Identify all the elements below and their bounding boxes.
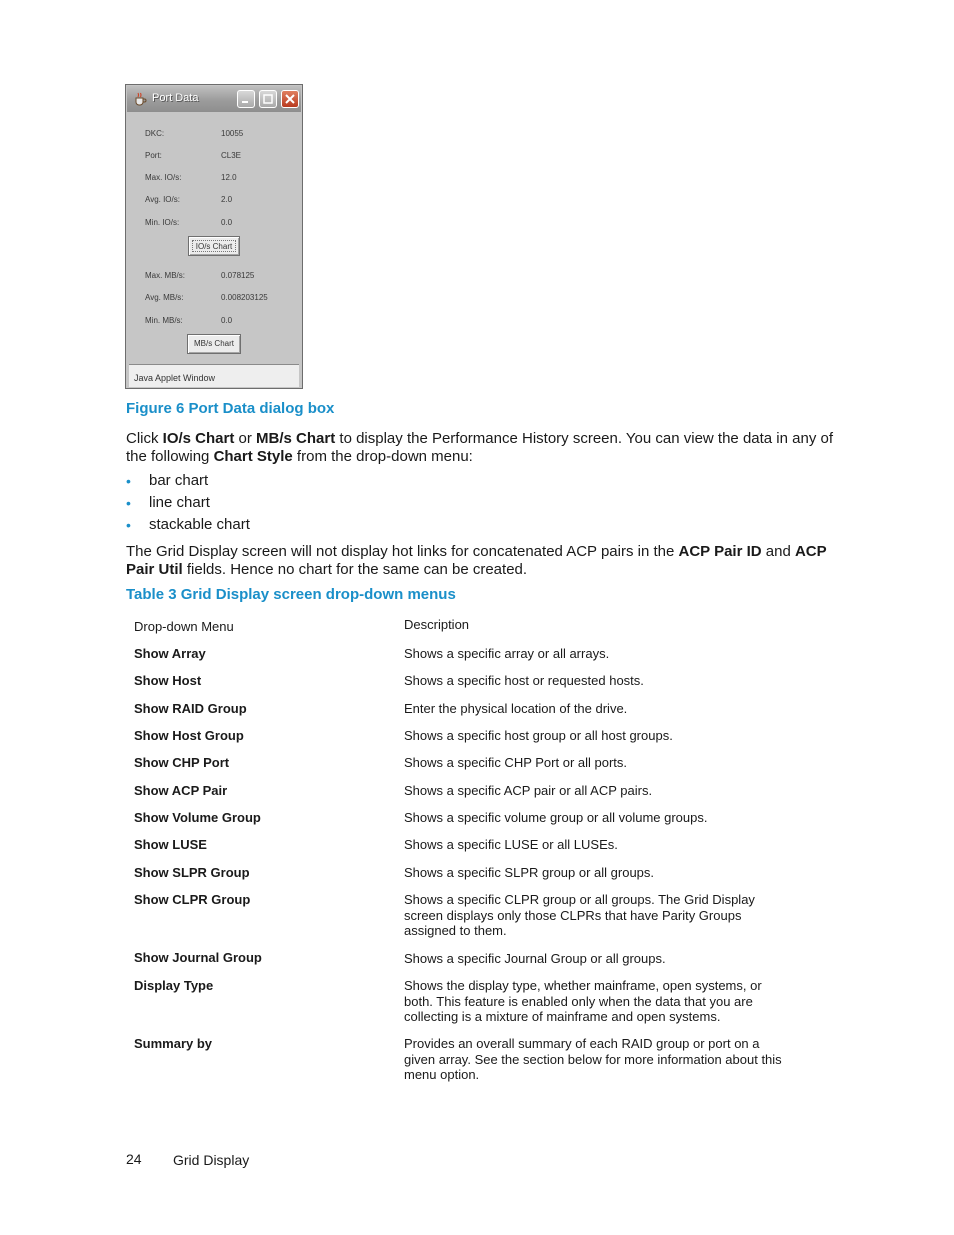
- maximize-button[interactable]: [259, 90, 277, 108]
- table-desc-cell: Enter the physical location of the drive.: [404, 701, 628, 716]
- column-header: Drop-down Menu: [134, 619, 234, 634]
- field-value: 0.078125: [221, 271, 255, 280]
- field-label: Avg. MB/s:: [145, 293, 184, 302]
- note-bold: ACP Pair Util: [126, 543, 827, 578]
- table-menu-cell: Show CHP Port: [134, 755, 230, 770]
- mb-chart-button[interactable]: MB/s Chart: [187, 334, 241, 354]
- title-bar: [127, 86, 301, 112]
- table-desc-cell: Shows a specific host or requested hosts.: [404, 673, 644, 688]
- field-label: Min. IO/s:: [145, 218, 180, 227]
- intro-text: from the drop-down menu:: [292, 448, 473, 465]
- table-menu-cell: Show Journal Group: [134, 950, 262, 965]
- bullet-icon: •: [126, 517, 131, 533]
- field-value: CL3E: [221, 151, 242, 160]
- table-desc-cell: Shows a specific array or all arrays.: [404, 646, 610, 661]
- intro-paragraph: [126, 430, 836, 466]
- note-paragraph: [126, 543, 836, 579]
- table-menu-cell: Show Host: [134, 673, 202, 688]
- table-menu-cell: Show Volume Group: [134, 810, 261, 825]
- field-value: 0.008203125: [221, 293, 268, 302]
- note-text: The Grid Display screen will not display hot links for concatenated ACP pairs in the: [126, 543, 679, 560]
- applet-status-bar: Java Applet Window: [129, 364, 299, 387]
- chart-style-list: [126, 472, 250, 538]
- table-menu-cell: Display Type: [134, 978, 214, 993]
- list-item-text: stackable chart: [149, 516, 250, 533]
- io-chart-button[interactable]: [188, 236, 240, 256]
- list-item: [126, 494, 250, 516]
- table-menu-cell: Summary by: [134, 1036, 213, 1051]
- field-label: DKC:: [145, 129, 165, 138]
- field-label: Max. IO/s:: [145, 173, 182, 182]
- minimize-button[interactable]: [237, 90, 255, 108]
- field-value: 2.0: [221, 195, 233, 204]
- table-desc-cell: Provides an overall summary of each RAID group or port on a given array. See the section below for more information about this menu option.: [404, 1036, 782, 1082]
- table-menu-cell: Show LUSE: [134, 837, 207, 852]
- field-value: 0.0: [221, 218, 233, 227]
- page-number: 24: [126, 1151, 142, 1167]
- field-label: Max. MB/s:: [145, 271, 186, 280]
- field-value: 12.0: [221, 173, 237, 182]
- close-button[interactable]: [281, 90, 299, 108]
- note-text: fields. Hence no chart for the same can be created.: [182, 561, 528, 578]
- list-item: [126, 472, 250, 494]
- java-cup-icon: [133, 92, 147, 106]
- window-title: Port Data: [152, 92, 199, 104]
- table-desc-cell: Shows a specific volume group or all volume groups.: [404, 810, 708, 825]
- table-desc-cell: Shows a specific Journal Group or all groups.: [404, 951, 666, 966]
- list-item: [126, 516, 250, 538]
- footer-section-title: Grid Display: [173, 1152, 250, 1168]
- field-value: 0.0: [221, 316, 233, 325]
- table-menu-cell: Show Array: [134, 646, 206, 661]
- field-label: Port:: [145, 151, 162, 160]
- column-header: Description: [404, 617, 470, 632]
- intro-text: or: [234, 430, 257, 447]
- table-caption: Table 3 Grid Display screen drop-down menus: [126, 586, 456, 603]
- intro-text: to display the Performance History screen. You can view the data in any of the following: [126, 430, 834, 465]
- table-desc-cell: Shows a specific CHP Port or all ports.: [404, 755, 628, 770]
- field-value: 10055: [221, 129, 244, 138]
- table-menu-cell: Show SLPR Group: [134, 865, 250, 880]
- intro-bold: MB/s Chart: [256, 430, 336, 447]
- table-menu-cell: Show ACP Pair: [134, 783, 228, 798]
- intro-bold: IO/s Chart: [162, 430, 235, 447]
- figure-caption: Figure 6 Port Data dialog box: [126, 400, 335, 417]
- table-desc-cell: Shows a specific ACP pair or all ACP pairs.: [404, 783, 653, 798]
- table-desc-cell: Shows the display type, whether mainframe, open systems, or both. This feature is enabled only when the data that you are collecting is a mixture of mainframe and open systems.: [404, 978, 762, 1024]
- table-menu-cell: Show Host Group: [134, 728, 244, 743]
- field-label: Avg. IO/s:: [145, 195, 180, 204]
- bullet-icon: •: [126, 473, 131, 489]
- intro-text: Click: [126, 430, 163, 447]
- io-chart-button-label: IO/s Chart: [192, 240, 236, 252]
- list-item-text: line chart: [149, 494, 210, 511]
- list-item-text: bar chart: [149, 472, 209, 489]
- table-desc-cell: Shows a specific host group or all host groups.: [404, 728, 673, 743]
- port-data-window: [125, 84, 303, 389]
- table-desc-cell: Shows a specific SLPR group or all groups.: [404, 865, 655, 880]
- note-text: and: [761, 543, 795, 560]
- table-desc-cell: Shows a specific LUSE or all LUSEs.: [404, 837, 618, 852]
- bullet-icon: •: [126, 495, 131, 511]
- note-bold: ACP Pair ID: [678, 543, 762, 560]
- field-label: Min. MB/s:: [145, 316, 183, 325]
- table-menu-cell: Show CLPR Group: [134, 892, 251, 907]
- table-menu-cell: Show RAID Group: [134, 701, 247, 716]
- table-desc-cell: Shows a specific CLPR group or all groups. The Grid Display screen displays only those CLPRs that have Parity Groups assigned to them.: [404, 892, 755, 938]
- intro-bold: Chart Style: [213, 448, 293, 465]
